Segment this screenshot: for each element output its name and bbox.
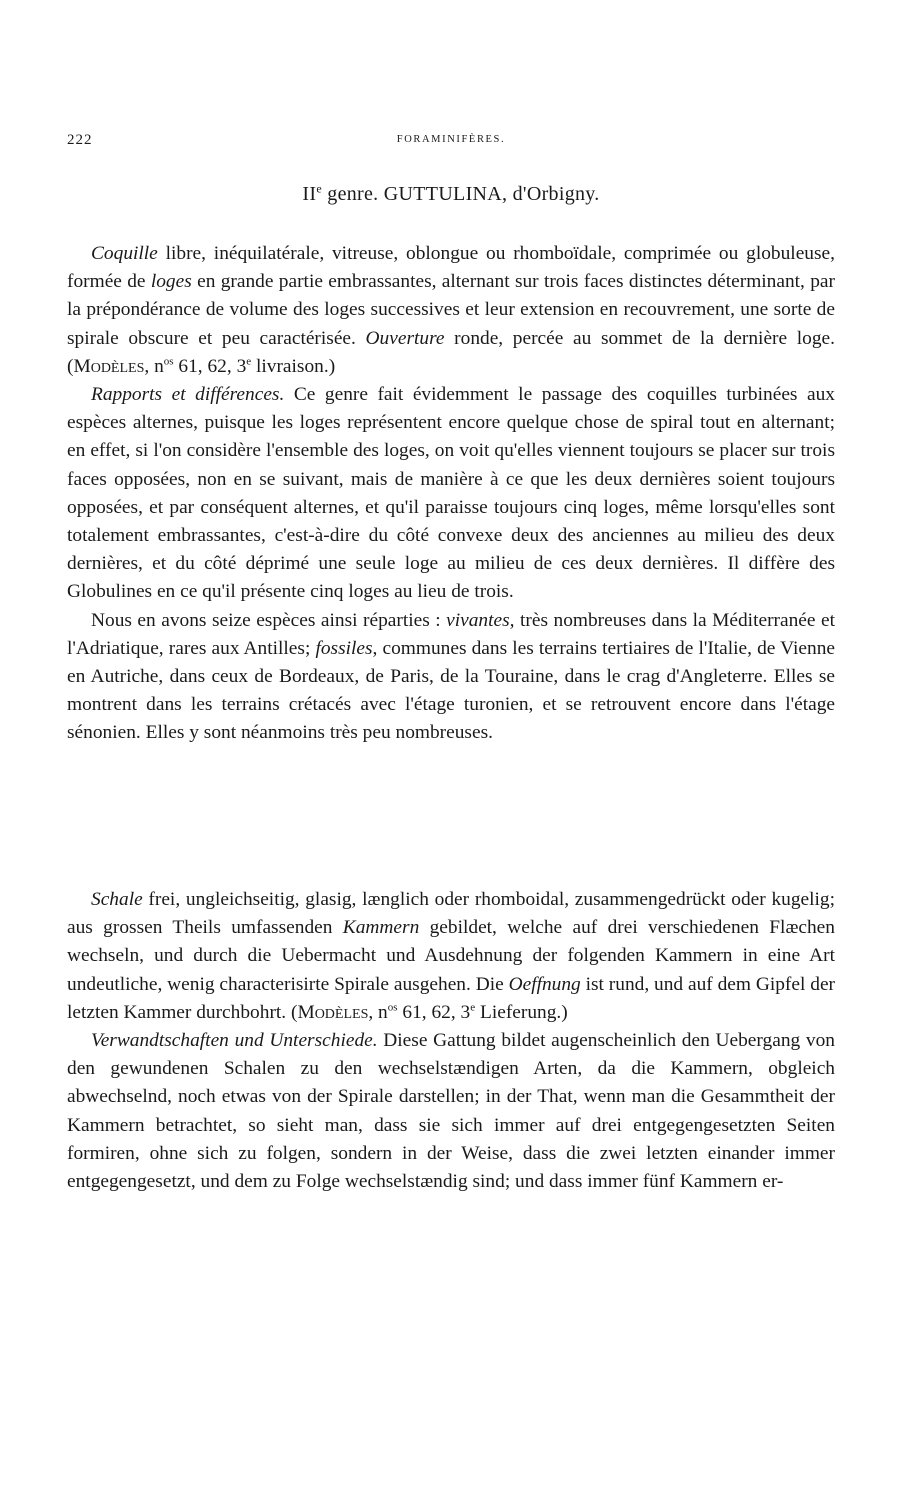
models-label: Modèles — [297, 1001, 369, 1023]
text-run: ronde, percée au sommet de la dernière loge. ( — [67, 327, 835, 377]
german-section — [67, 886, 835, 1196]
genus-number: II — [302, 183, 317, 205]
text-run: gebildet, welche auf drei verschiedenen Flæchen wechseln, und durch die Uebermacht und Ausdehnung der folgenden Kammern in eine Art undeutliche, wenig characterisirte Spirale ausgehen. Die — [67, 917, 835, 995]
text-run: livraison.) — [251, 355, 336, 377]
text-run: Diese Gattung bildet augenscheinlich den Uebergang von den gewundenen Schalen zu den wechselstændigen Arten, da die Kammern, obgleich abwechselnd, noch etwas von der Spirale darstellen; in der That, wenn man die Gesammtheit der Kammern betrachtet, so sieht man, dass sie sich immer auf drei entgegengesetzten Seiten formiren, ohne sich zu folgen, sondern in der Weise, dass die zwei letzten einander immer entgegengesetzt, und dem zu Folge wechselstændig sind; und dass immer fünf Kammern er- — [67, 1030, 835, 1193]
french-section — [67, 240, 835, 748]
german-relations-paragraph — [67, 1027, 835, 1196]
superscript: e — [470, 1001, 476, 1014]
page-header — [67, 132, 835, 152]
german-description-paragraph — [67, 886, 835, 1027]
text-run: Lieferung.) — [475, 1001, 568, 1023]
relations-heading: Verwandtschaften und Unterschiede. — [91, 1030, 378, 1052]
term-schale: Schale — [91, 889, 143, 910]
text-run: 61, 62, 3 — [397, 1001, 471, 1023]
superscript: e — [246, 355, 252, 368]
running-head: FORAMINIFÈRES. — [396, 134, 506, 145]
relations-heading: Rapports et différences. — [91, 384, 285, 406]
text-run: frei, ungleichseitig, glasig, længlich oder rhomboidal, zusammengedrückt oder kugelig; aus grossen Theils umfassenden — [67, 889, 835, 939]
term-vivantes: vivantes, — [446, 609, 515, 631]
text-run: Nous en avons seize espèces ainsi réparties : — [91, 609, 447, 631]
term-fossiles: fossiles — [315, 637, 373, 659]
text-run: très nombreuses dans la Méditerranée et l'Adriatique, rares aux Antilles; — [67, 609, 835, 659]
superscript: os — [387, 1001, 398, 1014]
text-run: , communes dans les terrains tertiaires de l'Italie, de Vienne en Autriche, dans ceux de Bordeaux, de Paris, de la Touraine, dans le crag d'Angleterre. Elles se montrent dans les terrains crétacés avec l'étage turonien, et se retrouvent encore dans l'étage sénonien. Elles y sont néanmoins très peu nombreuses. — [67, 637, 835, 744]
term-ouverture: Ouverture — [365, 327, 445, 349]
term-coquille: Coquille — [91, 243, 158, 264]
text-run: Ce genre fait évidemment le passage des coquilles turbinées aux espèces alternes, puisque les loges représentent encore quelque chose de spiral tout en alternant; en effet, si l'on considère l'ensemble des loges, on voit qu'elles viennent toujours se placer sur trois faces opposées, non en se suivant, mais de manière à ce que les deux dernières soient toujours opposées, et par conséquent alternes, et qu'il paraisse toujours cinq loges, même lorsqu'elles sont totalement embrassantes, c'est-à-dire du côté convexe deux des anciennes au milieu des deux dernières, et du côté déprimé une seule loge au milieu de ces deux dernières. Il diffère des Globulines en ce qu'il présente cinq loges au lieu de trois. — [67, 384, 835, 603]
text-run: ist rund, und auf dem Gipfel der letzten Kammer durchbohrt. ( — [67, 973, 836, 1023]
genus-number-suffix: e — [316, 181, 322, 196]
text-run: , n — [368, 1001, 388, 1023]
text-run: 61, 62, 3 — [173, 355, 247, 377]
term-oeffnung: Oeffnung — [508, 973, 581, 995]
genus-author: , d'Orbigny. — [502, 183, 600, 205]
term-loges: loges — [150, 271, 192, 293]
french-description-paragraph — [67, 240, 835, 381]
genus-label: genre. — [327, 183, 379, 205]
genus-heading — [67, 183, 835, 206]
models-label: Modèles — [73, 355, 145, 377]
text-run: , n — [144, 355, 164, 377]
french-relations-paragraph — [67, 381, 835, 607]
text-run: en grande partie embrassantes, alternant sur trois faces distinctes déterminant, par la prépondérance de volume des loges successives et leur extension en recouvrement, une sorte de spirale obscure et peu caractérisée. — [67, 271, 835, 349]
french-species-paragraph — [67, 607, 835, 748]
text-run: libre, inéquilatérale, vitreuse, oblongue ou rhomboïdale, comprimée ou globuleuse, formée de — [67, 243, 835, 293]
genus-name: GUTTULINA — [383, 183, 503, 205]
page-number: 222 — [67, 132, 93, 148]
term-kammern: Kammern — [342, 917, 420, 939]
superscript: os — [163, 355, 174, 368]
